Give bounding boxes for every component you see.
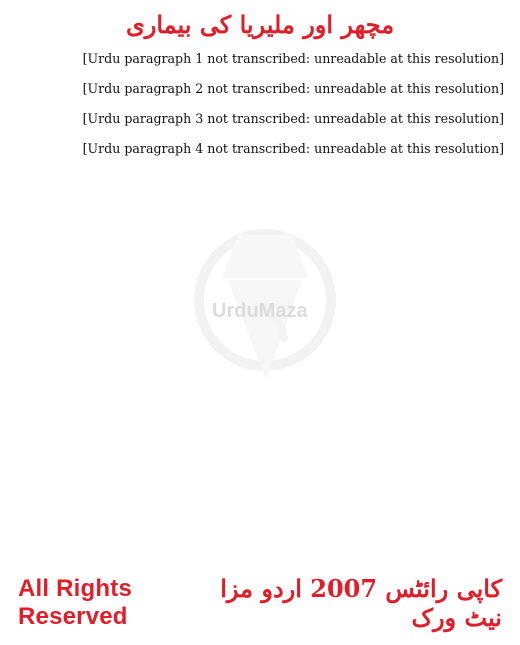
copyright-english: All Rights Reserved xyxy=(18,575,132,630)
article-paragraph: [Urdu paragraph 3 not transcribed: unreadable at this resolution] xyxy=(82,110,504,126)
article-paragraph: [Urdu paragraph 4 not transcribed: unreadable at this resolution] xyxy=(82,140,504,156)
article-paragraph: [Urdu paragraph 2 not transcribed: unreadable at this resolution] xyxy=(82,80,504,96)
article-paragraph: [Urdu paragraph 1 not transcribed: unreadable at this resolution] xyxy=(82,51,504,66)
copyright-footer xyxy=(18,574,502,632)
article-content xyxy=(16,48,504,591)
page-title: مچھر اور ملیریا کی بیماری xyxy=(125,10,395,39)
copyright-urdu: کاپی رائٹس 2007 اردو مزا نیٹ ورک xyxy=(220,574,502,632)
watermark-text: UrduMaza xyxy=(212,300,308,322)
